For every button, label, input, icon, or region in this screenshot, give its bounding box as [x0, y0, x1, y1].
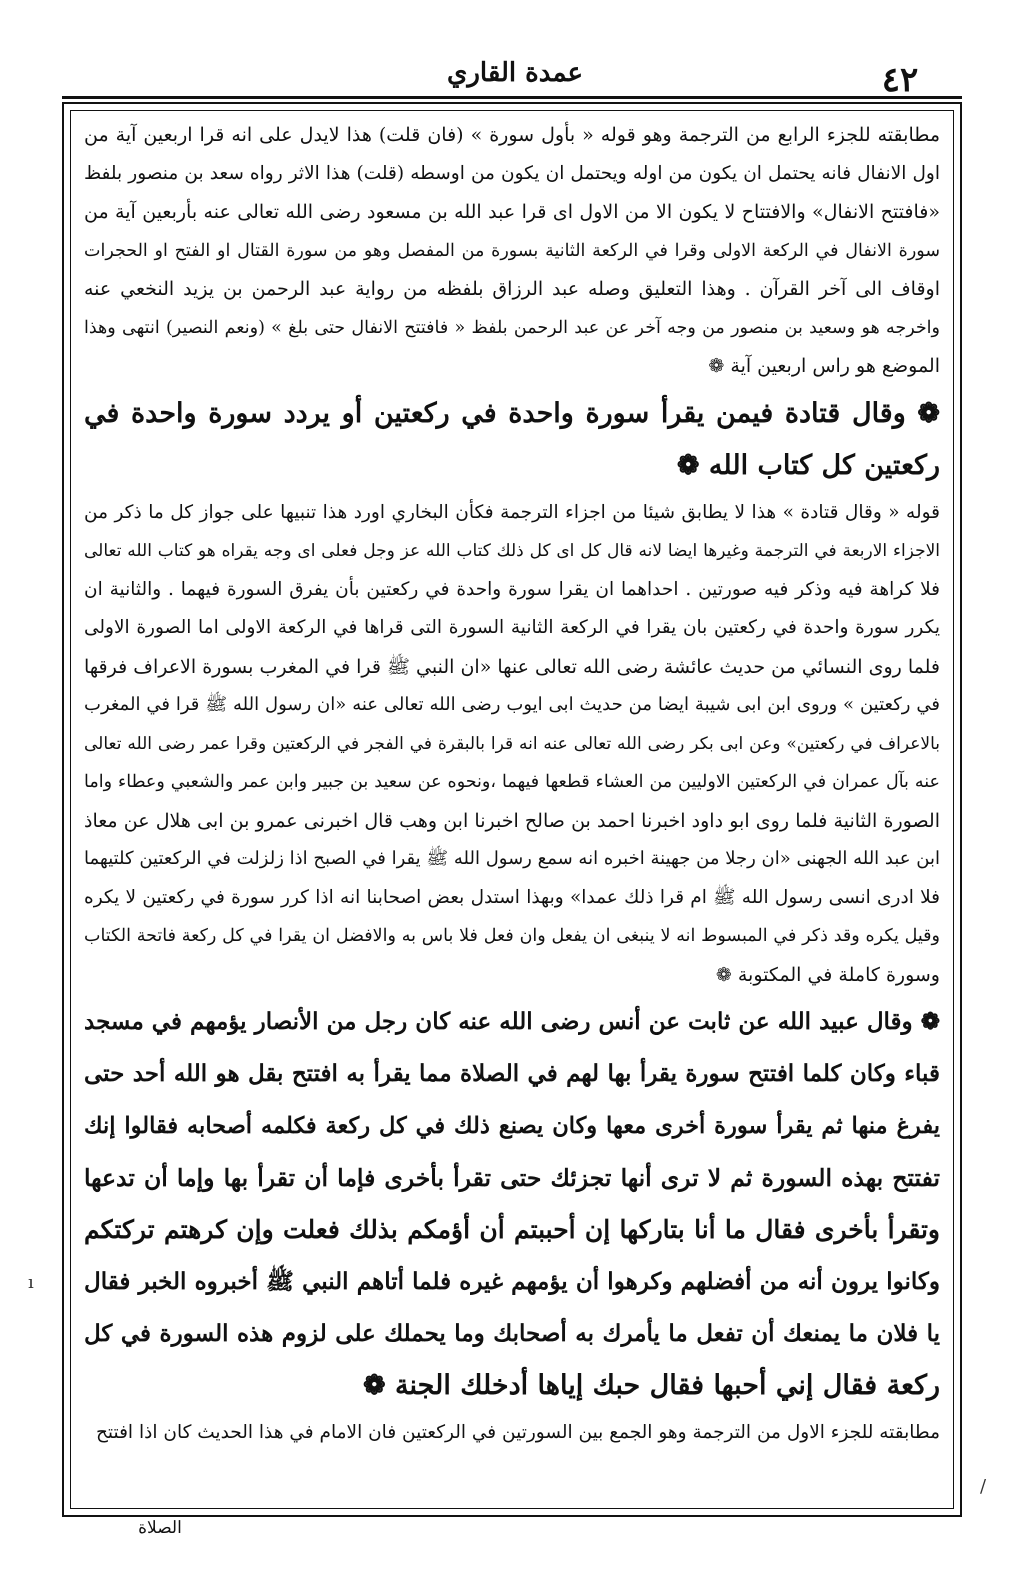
commentary-block	[84, 1414, 940, 1453]
hadith-line: قباء وكان كلما افتتح سورة يقرأ بها لهم في الصلاة مما يقرأ به افتتح بقل هو الله أحد حتى	[84, 1060, 940, 1087]
commentary-line: الاجزاء الاربعة في الترجمة وغيرها ايضا لانه قال كل اى كل ذلك كتاب الله عز وجل فعلى اى وجه يقراه هو كتاب الله تعالى	[84, 541, 940, 561]
header-rule	[62, 96, 962, 99]
hadith-line: ركعتين كل كتاب الله ❁	[676, 449, 940, 481]
commentary-line: بالاعراف في ركعتين» وعن ابى بكر رضى الله تعالى عنه انه قرا بالبقرة في الفجر في الركعتين وقرا عمر رضى الله تعالى	[84, 733, 940, 754]
page-title: عمدة القاري	[447, 58, 583, 88]
hadith-line: وكانوا يرون أنه من أفضلهم وكرهوا أن يؤمهم غيره فلما أتاهم النبي ﷺ أخبروه الخبر فقال	[84, 1268, 940, 1295]
page-number: ٤٢	[881, 60, 919, 100]
hadith-block	[84, 996, 940, 1412]
footer-label: الصلاة	[138, 1518, 182, 1538]
hadith-line: ركعة فقال إني أحبها فقال حبك إياها أدخلك الجنة ❁	[363, 1370, 940, 1401]
hadith-line: ❁ وقال عبيد الله عن ثابت عن أنس رضى الله عنه كان رجل من الأنصار يؤمهم في مسجد	[84, 1008, 940, 1035]
commentary-line: اوقاف الى آخر القرآن . وهذا التعليق وصله عبد الرزاق بلفظه من رواية عبد الرحمن بن يزيد النخعي عنه	[84, 278, 940, 300]
commentary-line: يكرر سورة واحدة في ركعتين بان يقرا في الركعة الثانية السورة التى قراها في الركعة الاولى اما الصورة الاولى	[84, 617, 940, 638]
commentary-line: ابن عبد الله الجهنى «ان رجلا من جهينة اخبره انه سمع رسول الله ﷺ يقرا في الصبح اذا زلزلت في الركعتين كلتيهما	[84, 848, 940, 869]
commentary-line: الموضع هو راس اربعين آية ❁	[708, 355, 940, 377]
margin-mark-left: ı	[28, 1272, 34, 1293]
commentary-line: واخرجه هو وسعيد بن منصور من وجه آخر عن عبد الرحمن بلفظ « فافتتح الانفال حتى بلغ » (ونعم النصير) انتهى وهذا	[84, 317, 940, 338]
hadith-line: يا فلان ما يمنعك أن تفعل ما يأمرك به أصحابك وما يحملك على لزوم هذه السورة في كل	[84, 1320, 940, 1347]
hadith-line: ❁ وقال قتادة فيمن يقرأ سورة واحدة في ركعتين أو يردد سورة واحدة في	[84, 397, 940, 429]
text-frame	[62, 102, 962, 1517]
commentary-line: قوله « وقال قتادة » هذا لا يطابق شيئا من اجزاء الترجمة فكأن البخاري اورد هذا تنبيها على جواز كل ما ذكر من	[84, 501, 940, 523]
hadith-line: يفرغ منها ثم يقرأ سورة أخرى معها وكان يصنع ذلك في كل ركعة فكلمه أصحابه فقالوا إنك	[84, 1113, 940, 1139]
commentary-block	[84, 116, 940, 386]
page-body	[84, 116, 940, 1505]
hadith-line: تفتتح بهذه السورة ثم لا ترى أنها تجزئك حتى تقرأ بأخرى فإما أن تقرأ بها وإما أن تدعها	[84, 1164, 940, 1192]
commentary-line: وسورة كاملة في المكتوبة ❁	[715, 963, 940, 986]
margin-mark-right: /	[980, 1476, 987, 1497]
commentary-line: اول الانفال فانه يحتمل ان يكون من اوله ويحتمل ان يكون من اوسطه (قلت) هذا الاثر رواه سعد بن منصور بلفظ	[84, 162, 940, 184]
commentary-line: عنه بآل عمران في الركعتين الاوليين من العشاء قطعها فيهما ،ونحوه عن سعيد بن جبير وابن عمر والشعبي وعطاء واما	[84, 772, 940, 792]
commentary-line: فلا ادرى انسى رسول الله ﷺ ام قرا ذلك عمدا» وبهذا استدل بعض اصحابنا انه اذا كرر سورة في ركعتين لا يكره	[84, 886, 940, 908]
commentary-line: وقيل يكره وقد ذكر في المبسوط انه لا ينبغى ان يفعل وان فعل فلا باس به والافضل ان يقرا في كل ركعة فاتحة الكتاب	[84, 926, 940, 946]
commentary-block	[84, 494, 940, 995]
commentary-line: الصورة الثانية فلما روى ابو داود اخبرنا احمد بن صالح اخبرنا ابن وهب قال اخبرنى عمرو بن ابى هلال عن معاذ	[84, 809, 940, 832]
hadith-line: وتقرأ بأخرى فقال ما أنا بتاركها إن أحببتم أن أؤمكم بذلك فعلت وإن كرهتم تركتكم	[84, 1215, 940, 1244]
hadith-block	[84, 388, 940, 492]
commentary-line: فلما روى النسائي من حديث عائشة رضى الله تعالى عنها «ان النبي ﷺ قرا في المغرب بسورة الاعراف فرقها	[84, 655, 941, 678]
commentary-line: مطابقته للجزء الاول من الترجمة وهو الجمع بين السورتين في الركعتين فان الامام في هذا الحديث كان اذا افتتح	[95, 1422, 940, 1443]
commentary-line: فلا كراهة فيه وذكر فيه صورتين . احداهما ان يقرا سورة واحدة في ركعتين بأن يفرق السورة فيهما . والثانية ان	[84, 578, 940, 600]
commentary-line: سورة الانفال في الركعة الاولى وقرا في الركعة الثانية بسورة من المفصل وهو من سورة القتال او الفتح او الحجرات	[84, 240, 940, 261]
commentary-line: في ركعتين » وروى ابن ابى شيبة ايضا من حديث ابى ايوب رضى الله تعالى عنه «ان رسول الله ﷺ قرا في المغرب	[84, 694, 940, 715]
commentary-line: «فافتتح الانفال» والافتتاح لا يكون الا من الاول اى قرا عبد الله بن مسعود رضى الله تعالى عنه بأربعين آية من	[84, 201, 940, 223]
commentary-line: مطابقته للجزء الرابع من الترجمة وهو قوله « بأول سورة » (فان قلت) هذا لايدل على انه قرا اربعين آية من	[84, 124, 940, 146]
